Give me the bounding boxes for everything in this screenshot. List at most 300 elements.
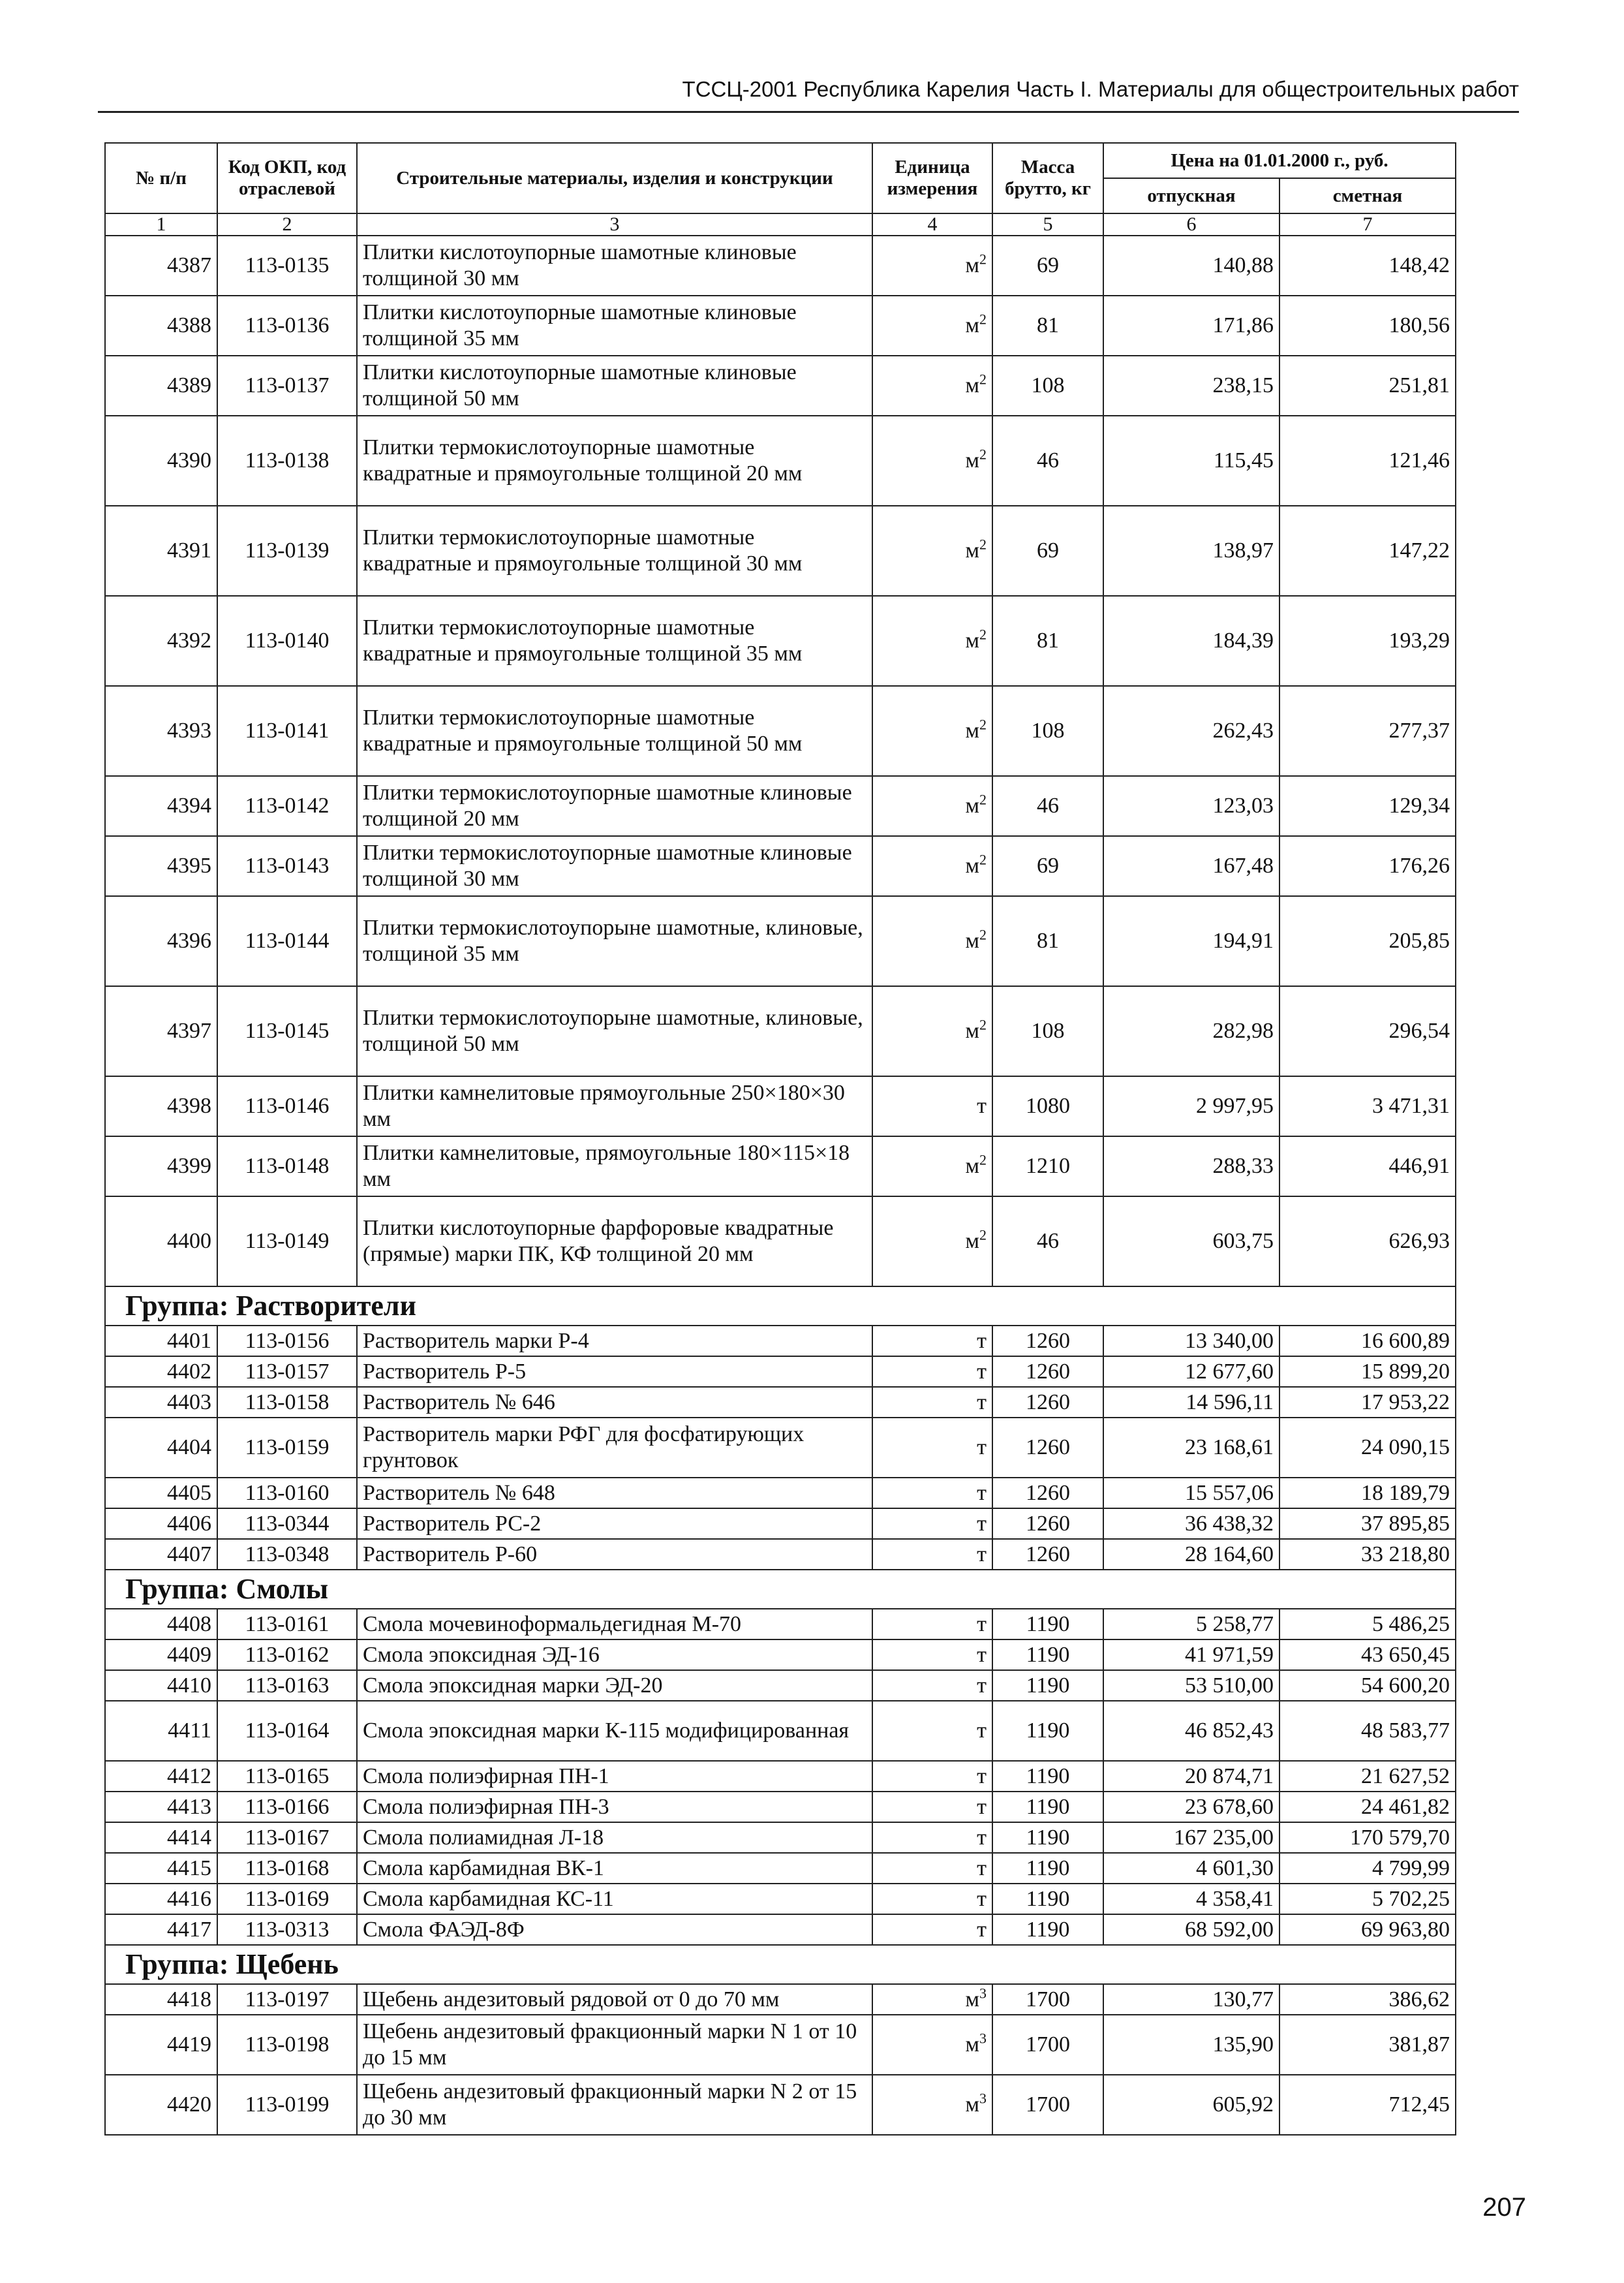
unit-text: м [965,929,979,953]
gross-mass: 81 [992,296,1103,356]
material-name: Смола мочевиноформальдегидная М-70 [357,1609,872,1639]
release-price: 130,77 [1103,1984,1279,2015]
group-heading-row [105,1945,1456,1984]
table-row [105,1196,1456,1286]
table-row [105,1792,1456,1822]
unit-text: т [977,1542,987,1566]
unit-text: м [965,854,979,878]
column-number: 6 [1103,213,1279,236]
estimate-price: 21 627,52 [1279,1761,1456,1792]
material-name: Плитки камнелитовые, прямоугольные 180×115×18 мм [357,1136,872,1196]
gross-mass: 1700 [992,2015,1103,2075]
table-row [105,1508,1456,1539]
unit [872,986,992,1076]
table-row [105,836,1456,896]
table-row [105,1326,1456,1356]
okp-code: 113-0162 [217,1639,357,1670]
estimate-price: 147,22 [1279,506,1456,596]
estimate-price: 170 579,70 [1279,1822,1456,1853]
gross-mass: 1260 [992,1356,1103,1387]
release-price: 12 677,60 [1103,1356,1279,1387]
row-number: 4406 [105,1508,217,1539]
okp-code: 113-0313 [217,1914,357,1945]
material-name: Растворитель РС-2 [357,1508,872,1539]
unit [872,2015,992,2075]
material-name: Плитки термокислотоупорные шамотные квадратные и прямоугольные толщиной 35 мм [357,596,872,686]
row-number: 4403 [105,1387,217,1418]
material-name: Плитки термокислотоупорыне шамотные, клиновые, толщиной 35 мм [357,896,872,986]
row-number: 4419 [105,2015,217,2075]
okp-code: 113-0167 [217,1822,357,1853]
unit [872,1076,992,1136]
unit-text: т [977,1390,987,1414]
gross-mass: 46 [992,1196,1103,1286]
unit [872,1670,992,1701]
okp-code: 113-0197 [217,1984,357,2015]
group-title: Группа: Щебень [105,1945,1456,1984]
estimate-price: 54 600,20 [1279,1670,1456,1701]
table-row [105,1822,1456,1853]
material-name: Щебень андезитовый фракционный марки N 1 от 10 до 15 мм [357,2015,872,2075]
row-number: 4408 [105,1609,217,1639]
unit [872,596,992,686]
row-number: 4413 [105,1792,217,1822]
estimate-price: 193,29 [1279,596,1456,686]
estimate-price: 626,93 [1279,1196,1456,1286]
column-number: 5 [992,213,1103,236]
material-name: Плитки кислотоупорные фарфоровые квадратные (прямые) марки ПК, КФ толщиной 20 мм [357,1196,872,1286]
material-name: Щебень андезитовый рядовой от 0 до 70 мм [357,1984,872,2015]
unit [872,1822,992,1853]
gross-mass: 81 [992,596,1103,686]
release-price: 184,39 [1103,596,1279,686]
release-price: 282,98 [1103,986,1279,1076]
okp-code: 113-0168 [217,1853,357,1884]
estimate-price: 43 650,45 [1279,1639,1456,1670]
row-number: 4396 [105,896,217,986]
unit-text: т [977,1328,987,1353]
material-name: Смола полиэфирная ПН-3 [357,1792,872,1822]
table-body [105,236,1456,2135]
unit-exponent: 2 [979,371,987,388]
unit-exponent: 2 [979,536,987,553]
unit-text: т [977,1642,987,1667]
row-number: 4393 [105,686,217,776]
unit [872,506,992,596]
row-number: 4387 [105,236,217,296]
release-price: 605,92 [1103,2075,1279,2135]
unit-text: т [977,1359,987,1384]
release-price: 194,91 [1103,896,1279,986]
unit-exponent: 3 [979,2030,987,2047]
estimate-price: 15 899,20 [1279,1356,1456,1387]
estimate-price: 296,54 [1279,986,1456,1076]
col-header-name: Строительные материалы, изделия и конструкции [357,143,872,213]
estimate-price: 5 702,25 [1279,1884,1456,1914]
unit-text: м [965,1229,979,1253]
estimate-price: 18 189,79 [1279,1478,1456,1508]
row-number: 4417 [105,1914,217,1945]
gross-mass: 69 [992,506,1103,596]
row-number: 4411 [105,1701,217,1761]
release-price: 36 438,32 [1103,1508,1279,1539]
gross-mass: 1190 [992,1761,1103,1792]
row-number: 4405 [105,1478,217,1508]
unit [872,1356,992,1387]
material-name: Смола ФАЭД-8Ф [357,1914,872,1945]
okp-code: 113-0143 [217,836,357,896]
unit [872,1761,992,1792]
unit-exponent: 2 [979,851,987,868]
release-price: 46 852,43 [1103,1701,1279,1761]
okp-code: 113-0140 [217,596,357,686]
release-price: 135,90 [1103,2015,1279,2075]
unit [872,1539,992,1570]
estimate-price: 24 090,15 [1279,1418,1456,1478]
gross-mass: 1190 [992,1914,1103,1945]
material-name: Плитки камнелитовые прямоугольные 250×180×30 мм [357,1076,872,1136]
row-number: 4402 [105,1356,217,1387]
material-name: Плитки термокислотоупорные шамотные квадратные и прямоугольные толщиной 20 мм [357,416,872,506]
unit [872,1387,992,1418]
unit-text: м [965,719,979,743]
table-row [105,236,1456,296]
estimate-price: 121,46 [1279,416,1456,506]
table-row [105,1136,1456,1196]
unit-text: м [965,538,979,563]
material-name: Растворитель № 646 [357,1387,872,1418]
row-number: 4400 [105,1196,217,1286]
row-number: 4412 [105,1761,217,1792]
okp-code: 113-0139 [217,506,357,596]
unit [872,1609,992,1639]
table-row [105,2075,1456,2135]
row-number: 4397 [105,986,217,1076]
table-row [105,1853,1456,1884]
table-row [105,1356,1456,1387]
material-name: Щебень андезитовый фракционный марки N 2 от 15 до 30 мм [357,2075,872,2135]
okp-code: 113-0159 [217,1418,357,1478]
gross-mass: 1700 [992,1984,1103,2015]
unit-text: т [977,1094,987,1118]
unit-text: т [977,1435,987,1459]
estimate-price: 180,56 [1279,296,1456,356]
gross-mass: 1260 [992,1418,1103,1478]
col-header-price-estimate: сметная [1279,178,1456,213]
release-price: 238,15 [1103,356,1279,416]
price-table [104,142,1456,2135]
material-name: Смола эпоксидная марки К-115 модифицированная [357,1701,872,1761]
estimate-price: 176,26 [1279,836,1456,896]
col-header-num: № п/п [105,143,217,213]
table-row [105,896,1456,986]
gross-mass: 1190 [992,1639,1103,1670]
unit-text: т [977,1825,987,1850]
table-row [105,356,1456,416]
unit [872,836,992,896]
unit-exponent: 2 [979,1151,987,1168]
release-price: 68 592,00 [1103,1914,1279,1945]
material-name: Плитки кислотоупорные шамотные клиновые толщиной 35 мм [357,296,872,356]
header-rule [98,111,1519,113]
material-name: Плитки термокислотоупорные шамотные квадратные и прямоугольные толщиной 50 мм [357,686,872,776]
row-number: 4395 [105,836,217,896]
unit-text: т [977,1718,987,1743]
estimate-price: 446,91 [1279,1136,1456,1196]
estimate-price: 712,45 [1279,2075,1456,2135]
estimate-price: 148,42 [1279,236,1456,296]
column-number: 7 [1279,213,1456,236]
estimate-price: 48 583,77 [1279,1701,1456,1761]
gross-mass: 1190 [992,1884,1103,1914]
release-price: 262,43 [1103,686,1279,776]
unit-text: м [965,373,979,397]
row-number: 4390 [105,416,217,506]
material-name: Смола полиэфирная ПН-1 [357,1761,872,1792]
unit-text: т [977,1611,987,1636]
estimate-price: 386,62 [1279,1984,1456,2015]
okp-code: 113-0135 [217,236,357,296]
release-price: 23 168,61 [1103,1418,1279,1478]
group-heading-row [105,1570,1456,1609]
unit-text: м [965,253,979,277]
table-row [105,416,1456,506]
material-name: Смола карбамидная КС-11 [357,1884,872,1914]
material-name: Смола карбамидная ВК-1 [357,1853,872,1884]
row-number: 4409 [105,1639,217,1670]
row-number: 4404 [105,1418,217,1478]
estimate-price: 17 953,22 [1279,1387,1456,1418]
unit-text: т [977,1511,987,1536]
okp-code: 113-0148 [217,1136,357,1196]
unit-text: т [977,1673,987,1698]
col-header-unit: Единица измерения [872,143,992,213]
estimate-price: 251,81 [1279,356,1456,416]
column-number: 3 [357,213,872,236]
unit [872,1196,992,1286]
estimate-price: 33 218,80 [1279,1539,1456,1570]
material-name: Плитки термокислотоупорные шамотные клиновые толщиной 30 мм [357,836,872,896]
okp-code: 113-0199 [217,2075,357,2135]
okp-code: 113-0160 [217,1478,357,1508]
release-price: 603,75 [1103,1196,1279,1286]
release-price: 23 678,60 [1103,1792,1279,1822]
gross-mass: 1210 [992,1136,1103,1196]
running-header: ТССЦ-2001 Республика Карелия Часть I. Материалы для общестроительных работ [682,77,1519,101]
row-number: 4399 [105,1136,217,1196]
okp-code: 113-0156 [217,1326,357,1356]
estimate-price: 277,37 [1279,686,1456,776]
okp-code: 113-0149 [217,1196,357,1286]
column-number: 4 [872,213,992,236]
unit-text: м [965,1154,979,1178]
table-row [105,1609,1456,1639]
estimate-price: 205,85 [1279,896,1456,986]
okp-code: 113-0146 [217,1076,357,1136]
unit-exponent: 2 [979,1226,987,1243]
unit-text: м [965,2032,979,2057]
release-price: 41 971,59 [1103,1639,1279,1670]
material-name: Растворитель марки Р-4 [357,1326,872,1356]
material-name: Плитки кислотоупорные шамотные клиновые толщиной 50 мм [357,356,872,416]
gross-mass: 1700 [992,2075,1103,2135]
unit-text: м [965,2092,979,2117]
col-header-price-group: Цена на 01.01.2000 г., руб. [1103,143,1456,178]
release-price: 4 601,30 [1103,1853,1279,1884]
row-number: 4394 [105,776,217,836]
column-number: 1 [105,213,217,236]
unit-exponent: 3 [979,2090,987,2107]
okp-code: 113-0142 [217,776,357,836]
unit-text: м [965,448,979,473]
row-number: 4415 [105,1853,217,1884]
column-number: 2 [217,213,357,236]
gross-mass: 46 [992,416,1103,506]
unit-text: м [965,1987,979,2011]
material-name: Растворитель марки РФГ для фосфатирующих грунтовок [357,1418,872,1478]
unit [872,1326,992,1356]
table-row [105,1701,1456,1761]
table-row [105,686,1456,776]
table-row [105,2015,1456,2075]
material-name: Плитки термокислотоупорные шамотные клиновые толщиной 20 мм [357,776,872,836]
release-price: 13 340,00 [1103,1326,1279,1356]
unit-text: м [965,794,979,818]
material-name: Растворитель № 648 [357,1478,872,1508]
row-number: 4410 [105,1670,217,1701]
release-price: 171,86 [1103,296,1279,356]
release-price: 2 997,95 [1103,1076,1279,1136]
unit-text: м [965,313,979,337]
row-number: 4407 [105,1539,217,1570]
release-price: 138,97 [1103,506,1279,596]
gross-mass: 1190 [992,1609,1103,1639]
unit-text: т [977,1794,987,1819]
gross-mass: 1190 [992,1701,1103,1761]
material-name: Смола эпоксидная ЭД-16 [357,1639,872,1670]
row-number: 4389 [105,356,217,416]
gross-mass: 69 [992,836,1103,896]
unit [872,1508,992,1539]
table-row [105,1478,1456,1508]
gross-mass: 46 [992,776,1103,836]
okp-code: 113-0158 [217,1387,357,1418]
release-price: 115,45 [1103,416,1279,506]
table-row [105,506,1456,596]
unit-text: м [965,1019,979,1043]
group-title: Группа: Смолы [105,1570,1456,1609]
release-price: 288,33 [1103,1136,1279,1196]
column-numbers-row [105,213,1456,236]
unit-text: т [977,1917,987,1942]
group-heading-row [105,1286,1456,1326]
table-row [105,986,1456,1076]
unit-text: т [977,1763,987,1788]
unit-exponent: 2 [979,926,987,943]
unit-exponent: 2 [979,446,987,463]
row-number: 4420 [105,2075,217,2135]
okp-code: 113-0137 [217,356,357,416]
gross-mass: 1260 [992,1508,1103,1539]
table-row [105,1539,1456,1570]
unit [872,1914,992,1945]
table-row [105,1387,1456,1418]
gross-mass: 1260 [992,1539,1103,1570]
unit-text: т [977,1480,987,1505]
row-number: 4392 [105,596,217,686]
unit-text: т [977,1856,987,1880]
okp-code: 113-0145 [217,986,357,1076]
row-number: 4418 [105,1984,217,2015]
gross-mass: 1190 [992,1670,1103,1701]
release-price: 123,03 [1103,776,1279,836]
estimate-price: 3 471,31 [1279,1076,1456,1136]
okp-code: 113-0144 [217,896,357,986]
gross-mass: 1190 [992,1792,1103,1822]
table-row [105,1639,1456,1670]
okp-code: 113-0136 [217,296,357,356]
unit [872,776,992,836]
estimate-price: 129,34 [1279,776,1456,836]
gross-mass: 1260 [992,1478,1103,1508]
gross-mass: 1260 [992,1326,1103,1356]
estimate-price: 5 486,25 [1279,1609,1456,1639]
release-price: 4 358,41 [1103,1884,1279,1914]
row-number: 4401 [105,1326,217,1356]
estimate-price: 16 600,89 [1279,1326,1456,1356]
unit-exponent: 2 [979,251,987,268]
estimate-price: 37 895,85 [1279,1508,1456,1539]
gross-mass: 1080 [992,1076,1103,1136]
material-name: Смола полиамидная Л-18 [357,1822,872,1853]
gross-mass: 108 [992,356,1103,416]
gross-mass: 108 [992,686,1103,776]
okp-code: 113-0165 [217,1761,357,1792]
unit [872,1884,992,1914]
gross-mass: 1190 [992,1853,1103,1884]
release-price: 167,48 [1103,836,1279,896]
okp-code: 113-0164 [217,1701,357,1761]
gross-mass: 69 [992,236,1103,296]
release-price: 15 557,06 [1103,1478,1279,1508]
unit-exponent: 2 [979,626,987,643]
row-number: 4414 [105,1822,217,1853]
unit [872,1701,992,1761]
row-number: 4388 [105,296,217,356]
unit [872,416,992,506]
unit [872,896,992,986]
unit [872,296,992,356]
estimate-price: 24 461,82 [1279,1792,1456,1822]
gross-mass: 1260 [992,1387,1103,1418]
unit-exponent: 2 [979,311,987,328]
okp-code: 113-0348 [217,1539,357,1570]
release-price: 20 874,71 [1103,1761,1279,1792]
unit-exponent: 2 [979,791,987,808]
release-price: 53 510,00 [1103,1670,1279,1701]
okp-code: 113-0344 [217,1508,357,1539]
okp-code: 113-0163 [217,1670,357,1701]
unit [872,2075,992,2135]
release-price: 14 596,11 [1103,1387,1279,1418]
table-row [105,1984,1456,2015]
table-row [105,296,1456,356]
gross-mass: 108 [992,986,1103,1076]
unit [872,1792,992,1822]
unit-text: т [977,1886,987,1911]
okp-code: 113-0166 [217,1792,357,1822]
unit [872,1418,992,1478]
